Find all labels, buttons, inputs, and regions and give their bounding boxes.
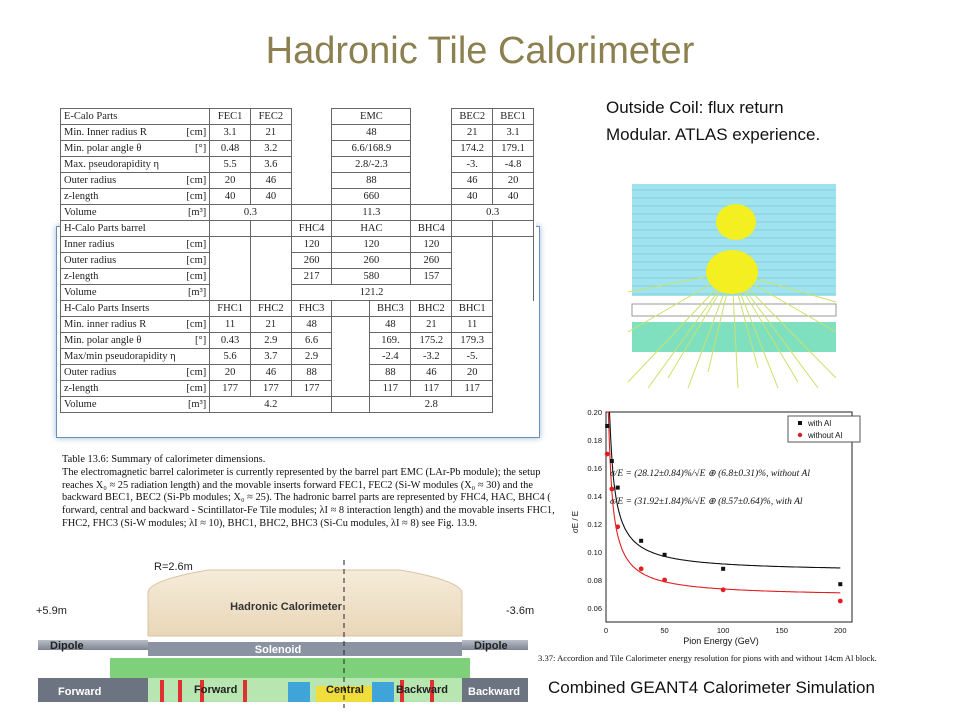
empty-cell xyxy=(411,109,452,125)
ecalo-header-title: E-Calo Parts xyxy=(61,109,210,125)
legend-with-al-marker xyxy=(798,421,802,425)
row-unit xyxy=(180,157,210,173)
notes xyxy=(606,94,820,148)
hinserts-header-title: H-Calo Parts Inserts xyxy=(61,301,210,317)
value-cell: 46 xyxy=(250,173,291,189)
value-cell: 6.6/168.9 xyxy=(332,141,411,157)
x-tick-label: 0 xyxy=(603,626,609,635)
hinserts-header-cell: FHC3 xyxy=(291,301,332,317)
tracker-stripes-left xyxy=(288,682,310,702)
data-point-without-al xyxy=(639,566,644,571)
y-tick-label: 0.14 xyxy=(587,492,602,501)
row-label: Volume xyxy=(61,205,181,221)
x-tick-label: 100 xyxy=(716,626,730,635)
value-cell: 177 xyxy=(291,381,332,397)
value-cell: -3.2 xyxy=(411,349,452,365)
value-cell: 157 xyxy=(411,269,452,285)
value-cell: 2.9 xyxy=(250,333,291,349)
radius-label: R=2.6m xyxy=(154,561,193,573)
formula-without-al: σ/E = (28.12±0.84)%/√E ⊕ (6.8±0.31)%, without Al xyxy=(610,469,810,479)
empty-cell xyxy=(493,285,534,301)
value-cell: 40 xyxy=(250,189,291,205)
value-cell: 20 xyxy=(210,365,251,381)
row-label: Max/min pseudorapidity η xyxy=(61,349,181,365)
ecalo-header-row xyxy=(61,109,534,125)
value-cell: -5. xyxy=(452,349,493,365)
value-cell: 46 xyxy=(250,365,291,381)
value-cell: 117 xyxy=(452,381,493,397)
empty-cell xyxy=(210,221,251,237)
row-unit: [cm] xyxy=(180,269,210,285)
hinserts-row xyxy=(61,381,534,397)
data-point-without-al xyxy=(662,578,667,583)
row-label: Min. Inner radius R xyxy=(61,125,181,141)
legend-without-al-marker xyxy=(798,433,802,437)
empty-cell xyxy=(332,333,370,349)
value-cell: 3.1 xyxy=(210,125,251,141)
sim-shower-core-1 xyxy=(716,204,756,240)
row-label: Max. pseudorapidity η xyxy=(61,157,181,173)
value-cell: 117 xyxy=(411,381,452,397)
value-cell: 174.2 xyxy=(452,141,493,157)
empty-cell xyxy=(210,253,251,269)
empty-cell xyxy=(411,125,452,141)
hinserts-row xyxy=(61,365,534,381)
value-cell: 48 xyxy=(291,317,332,333)
chart-caption: 3.37: Accordion and Tile Calorimeter energy resolution for pions with and without 14cm Al block. xyxy=(538,653,877,663)
value-cell: 580 xyxy=(332,269,411,285)
y-tick-label: 0.12 xyxy=(587,520,602,529)
ecalo-header-cell: FEC1 xyxy=(210,109,251,125)
value-cell: 120 xyxy=(332,237,411,253)
empty-cell xyxy=(332,349,370,365)
empty-cell xyxy=(452,253,493,269)
row-unit: [cm] xyxy=(180,237,210,253)
hbarrel-header-title: H-Calo Parts barrel xyxy=(61,221,210,237)
dipole-left-label: Dipole xyxy=(50,640,84,652)
empty-cell xyxy=(452,285,493,301)
value-cell: 40 xyxy=(452,189,493,205)
value-cell: 11 xyxy=(452,317,493,333)
value-cell: 120 xyxy=(291,237,332,253)
empty-cell xyxy=(332,397,370,413)
energy-resolution-chart xyxy=(566,404,866,648)
y-tick-label: 0.06 xyxy=(587,604,602,613)
solenoid-band xyxy=(148,642,462,656)
empty-cell xyxy=(250,237,291,253)
empty-cell xyxy=(411,205,452,221)
value-cell: 21 xyxy=(250,125,291,141)
ecalo-header-cell: FEC2 xyxy=(250,109,291,125)
value-cell: 20 xyxy=(210,173,251,189)
forward-outer-label: Forward xyxy=(58,686,102,698)
y-tick-label: 0.10 xyxy=(587,548,602,557)
row-unit: [cm] xyxy=(180,365,210,381)
central-label: Central xyxy=(326,684,364,696)
ecalo-header-cell: EMC xyxy=(332,109,411,125)
empty-cell xyxy=(291,205,332,221)
caption-title: Table 13.6: Summary of calorimeter dimensions. xyxy=(62,454,266,465)
chart-ylabel: σE / E xyxy=(571,510,580,534)
chart-xlabel: Pion Energy (GeV) xyxy=(683,636,759,646)
empty-cell xyxy=(250,253,291,269)
hinserts-header-cell: BHC3 xyxy=(370,301,411,317)
value-cell: 20 xyxy=(452,365,493,381)
value-cell: 20 xyxy=(493,173,534,189)
row-unit: [°] xyxy=(180,333,210,349)
left-extent-label: +5.9m xyxy=(36,605,67,617)
value-cell: 0.3 xyxy=(452,205,534,221)
hbarrel-row xyxy=(61,237,534,253)
tracker-stripes-right xyxy=(372,682,394,702)
page-title: Hadronic Tile Calorimeter xyxy=(265,30,695,72)
empty-cell xyxy=(411,173,452,189)
data-point-without-al xyxy=(609,487,614,492)
empty-cell xyxy=(291,173,332,189)
row-label: Outer radius xyxy=(61,365,181,381)
value-cell: 21 xyxy=(452,125,493,141)
solenoid-label: Solenoid xyxy=(254,644,302,656)
value-cell: 46 xyxy=(452,173,493,189)
empty-cell xyxy=(411,141,452,157)
footer-caption: Combined GEANT4 Calorimeter Simulation xyxy=(548,678,875,697)
value-cell: 0.43 xyxy=(210,333,251,349)
dimensions-table xyxy=(60,108,534,413)
empty-cell xyxy=(452,269,493,285)
data-point-with-al xyxy=(639,539,643,543)
empty-cell xyxy=(452,237,493,253)
simulation-event-display xyxy=(628,182,842,388)
hinserts-row xyxy=(61,317,534,333)
value-cell: 5.6 xyxy=(210,349,251,365)
right-extent-label: -3.6m xyxy=(506,605,535,617)
value-cell: 11 xyxy=(210,317,251,333)
chart-legend xyxy=(788,416,860,442)
x-tick-label: 200 xyxy=(834,626,847,635)
value-cell: 88 xyxy=(332,173,411,189)
value-cell: 0.3 xyxy=(210,205,291,221)
ecalo-row xyxy=(61,157,534,173)
hbarrel-volume-row xyxy=(61,285,534,301)
data-point-without-al xyxy=(721,587,726,592)
value-cell: 260 xyxy=(291,253,332,269)
value-cell: 179.1 xyxy=(493,141,534,157)
hbarrel-row xyxy=(61,269,534,285)
data-point-without-al xyxy=(838,599,843,604)
plot-frame xyxy=(606,412,852,622)
red-insert-1 xyxy=(160,680,164,702)
row-unit: [cm] xyxy=(180,253,210,269)
value-cell: 2.8 xyxy=(370,397,493,413)
value-cell: 2.9 xyxy=(291,349,332,365)
value-cell: 6.6 xyxy=(291,333,332,349)
row-unit: [cm] xyxy=(180,189,210,205)
row-label: Outer radius xyxy=(61,173,181,189)
y-tick-label: 0.08 xyxy=(587,576,602,585)
empty-cell xyxy=(332,381,370,397)
value-cell: 2.8/-2.3 xyxy=(332,157,411,173)
row-label: z-length xyxy=(61,189,181,205)
empty-cell xyxy=(452,221,493,237)
empty-cell xyxy=(411,189,452,205)
row-label: Inner radius xyxy=(61,237,181,253)
ecalo-row xyxy=(61,125,534,141)
value-cell: 48 xyxy=(370,317,411,333)
value-cell: 88 xyxy=(370,365,411,381)
value-cell: 121.2 xyxy=(291,285,452,301)
value-cell: 217 xyxy=(291,269,332,285)
hinserts-row xyxy=(61,333,534,349)
caption-body: The electromagnetic barrel calorimeter is currently represented by the barrel part EMC (LAr-Pb module); the setup reaches X₀ ≈ 25 radiation length) and the movable inserts forward FEC1, FEC2 (Si-W modules (X₀ ≈ 30) and the backward BEC1, BEC2 (Si-Pb modules; X₀ ≈ 25). The hadronic barrel parts are represented by FHC4, HAC, BHC4 ( forward, central and backward - Scintillator-Fe Tile modules; λI ≈ 8 interaction length) and the movable inserts FHC1, FHC2, FHC3 (Si-W modules; λI ≈ 10), BHC1, BHC2, BHC3 (Si-Cu modules, λI ≈ 8) see Fig. 13.9. xyxy=(62,466,555,529)
ecal-band xyxy=(110,658,470,678)
empty-cell xyxy=(411,157,452,173)
value-cell: 3.7 xyxy=(250,349,291,365)
value-cell: 88 xyxy=(291,365,332,381)
row-label: z-length xyxy=(61,381,181,397)
empty-cell xyxy=(291,141,332,157)
ecalo-row xyxy=(61,173,534,189)
value-cell: 21 xyxy=(411,317,452,333)
row-unit: [°] xyxy=(180,141,210,157)
empty-cell xyxy=(250,221,291,237)
row-unit: [m³] xyxy=(180,285,210,301)
detector-layout xyxy=(36,558,535,708)
row-unit: [m³] xyxy=(180,397,210,413)
value-cell: 177 xyxy=(210,381,251,397)
value-cell: 11.3 xyxy=(332,205,411,221)
row-label: Outer radius xyxy=(61,253,181,269)
empty-cell xyxy=(332,317,370,333)
data-point-without-al xyxy=(615,524,620,529)
hinserts-row xyxy=(61,349,534,365)
value-cell: 48 xyxy=(332,125,411,141)
value-cell: -3. xyxy=(452,157,493,173)
ecalo-row xyxy=(61,189,534,205)
empty-cell xyxy=(250,285,291,301)
row-label: Min. polar angle θ xyxy=(61,141,181,157)
value-cell: 0.48 xyxy=(210,141,251,157)
value-cell: 260 xyxy=(332,253,411,269)
value-cell: -4.8 xyxy=(493,157,534,173)
hinserts-header-cell: BHC2 xyxy=(411,301,452,317)
data-point-with-al xyxy=(616,486,620,490)
value-cell: -2.4 xyxy=(370,349,411,365)
hbarrel-row xyxy=(61,253,534,269)
row-label: z-length xyxy=(61,269,181,285)
value-cell: 260 xyxy=(411,253,452,269)
row-unit: [cm] xyxy=(180,125,210,141)
legend-without-al-label: without Al xyxy=(808,431,843,440)
empty-cell xyxy=(493,253,534,269)
value-cell: 3.2 xyxy=(250,141,291,157)
legend-with-al-label: with Al xyxy=(808,419,832,428)
hbarrel-header-cell: BHC4 xyxy=(411,221,452,237)
empty-cell xyxy=(291,109,332,125)
value-cell: 46 xyxy=(411,365,452,381)
table-caption xyxy=(62,454,562,531)
note-line-1: Outside Coil: flux return xyxy=(606,98,784,117)
y-tick-label: 0.20 xyxy=(587,408,602,417)
ecalo-row xyxy=(61,141,534,157)
value-cell: 3.1 xyxy=(493,125,534,141)
data-point-with-al xyxy=(663,553,667,557)
data-point-with-al xyxy=(605,424,609,428)
hbarrel-header-cell: FHC4 xyxy=(291,221,332,237)
row-unit: [cm] xyxy=(180,173,210,189)
dipole-right-label: Dipole xyxy=(474,640,508,652)
row-label: Min. polar angle θ xyxy=(61,333,181,349)
empty-cell xyxy=(210,237,251,253)
data-point-with-al xyxy=(610,459,614,463)
value-cell: 660 xyxy=(332,189,411,205)
red-insert-4 xyxy=(243,680,247,702)
row-unit: [cm] xyxy=(180,381,210,397)
x-tick-label: 50 xyxy=(660,626,669,635)
row-unit xyxy=(180,349,210,365)
ecalo-volume-row xyxy=(61,205,534,221)
y-tick-label: 0.18 xyxy=(587,436,602,445)
note-line-2: Modular. ATLAS experience. xyxy=(606,125,821,144)
empty-cell xyxy=(291,157,332,173)
value-cell: 3.6 xyxy=(250,157,291,173)
data-point-with-al xyxy=(838,582,842,586)
value-cell: 40 xyxy=(210,189,251,205)
hbarrel-header-row xyxy=(61,221,534,237)
value-cell: 177 xyxy=(250,381,291,397)
value-cell: 40 xyxy=(493,189,534,205)
y-tick-label: 0.16 xyxy=(587,464,602,473)
forward-inner-label: Forward xyxy=(194,684,238,696)
empty-cell xyxy=(291,125,332,141)
row-unit: [m³] xyxy=(180,205,210,221)
hbarrel-header-cell: HAC xyxy=(332,221,411,237)
ecalo-header-cell: BEC2 xyxy=(452,109,493,125)
empty-cell xyxy=(291,189,332,205)
empty-cell xyxy=(493,237,534,253)
value-cell: 21 xyxy=(250,317,291,333)
row-label: Volume xyxy=(61,285,181,301)
empty-cell xyxy=(210,269,251,285)
hinserts-volume-row xyxy=(61,397,534,413)
empty-cell xyxy=(493,221,534,237)
value-cell: 179.3 xyxy=(452,333,493,349)
empty-cell xyxy=(493,269,534,285)
empty-cell xyxy=(332,301,370,317)
row-unit: [cm] xyxy=(180,317,210,333)
formula-with-al: σ/E = (31.92±1.84)%/√E ⊕ (8.57±0.64)%, with Al xyxy=(610,497,803,507)
value-cell: 4.2 xyxy=(210,397,332,413)
value-cell: 117 xyxy=(370,381,411,397)
row-label: Volume xyxy=(61,397,181,413)
empty-cell xyxy=(210,285,251,301)
hinserts-header-row xyxy=(61,301,534,317)
data-point-with-al xyxy=(721,567,725,571)
value-cell: 169. xyxy=(370,333,411,349)
backward-inner-label: Backward xyxy=(396,684,448,696)
value-cell: 120 xyxy=(411,237,452,253)
x-tick-label: 150 xyxy=(775,626,788,635)
hadronic-label: Hadronic Calorimeter xyxy=(230,601,342,613)
value-cell: 5.5 xyxy=(210,157,251,173)
value-cell: 175.2 xyxy=(411,333,452,349)
empty-cell xyxy=(250,269,291,285)
hinserts-header-cell: FHC2 xyxy=(250,301,291,317)
red-insert-2 xyxy=(178,680,182,702)
ecalo-header-cell: BEC1 xyxy=(493,109,534,125)
data-point-without-al xyxy=(605,452,610,457)
empty-cell xyxy=(332,365,370,381)
hinserts-header-cell: FHC1 xyxy=(210,301,251,317)
hinserts-header-cell: BHC1 xyxy=(452,301,493,317)
calorimeter-table xyxy=(60,108,536,434)
backward-outer-label: Backward xyxy=(468,686,520,698)
row-label: Min. inner radius R xyxy=(61,317,181,333)
sim-shower-core-2 xyxy=(706,250,758,294)
